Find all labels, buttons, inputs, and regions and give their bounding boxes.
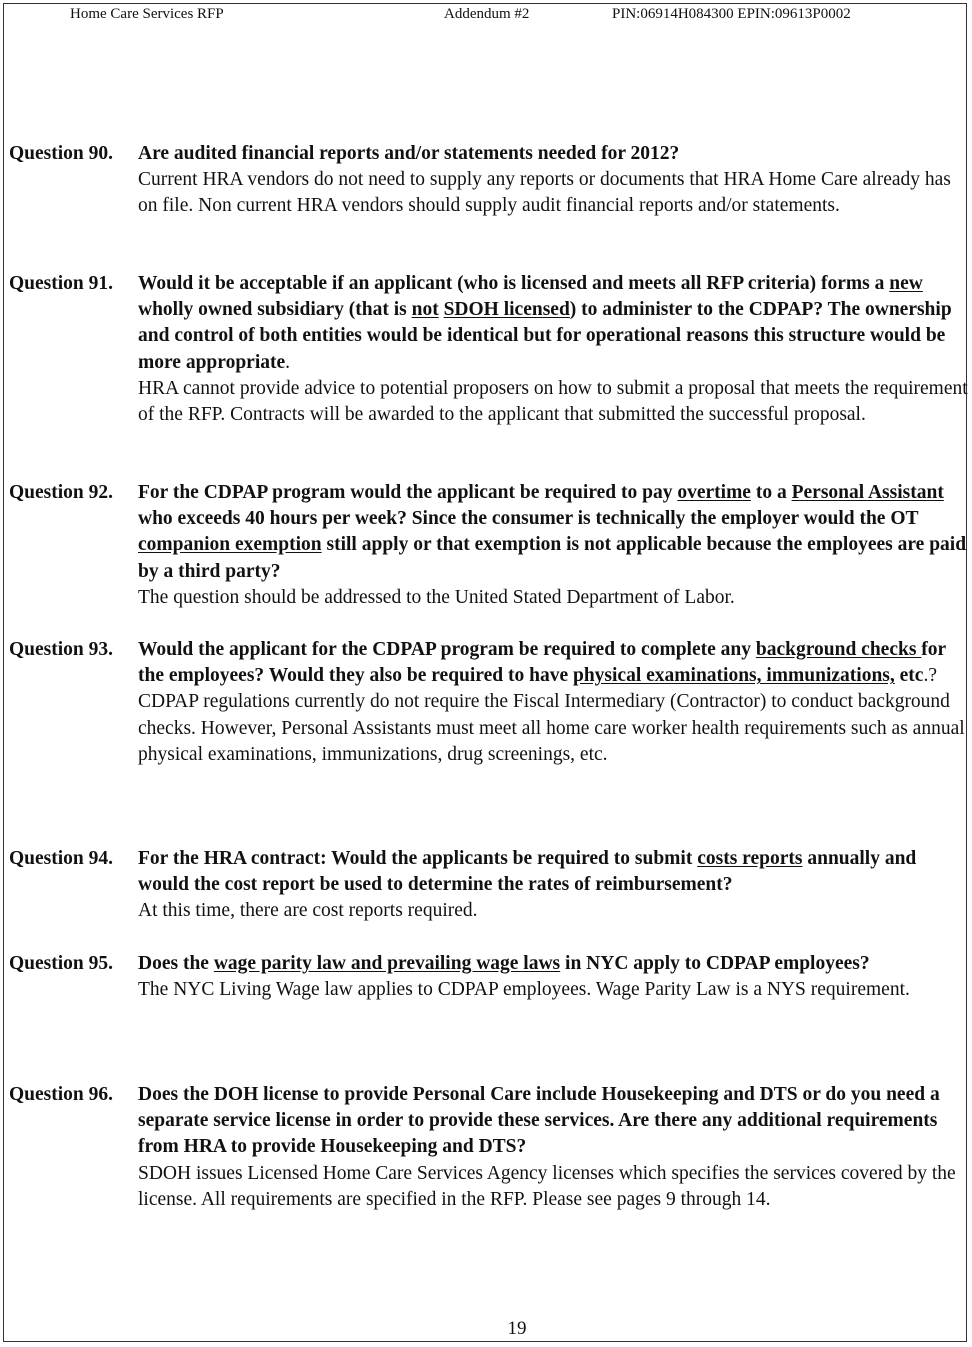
header-addendum: Addendum #2 <box>444 6 530 22</box>
underlined-term: wage parity law and prevailing wage laws <box>213 953 561 974</box>
question-95 <box>9 951 967 1003</box>
question-text: Does the DOH license to provide Personal Care include Housekeeping and DTS or do you need a separate service license in order to provide these services. Are there any additional requirements from HRA to provide Housekeeping and DTS? <box>138 1084 940 1158</box>
underlined-term: physical examinations, immunizations, <box>572 665 895 687</box>
answer-text: HRA cannot provide advice to potential proposers on how to submit a proposal that meets the requirement of the RFP. Contracts will be awarded to the applicant that submitted the successful proposal. <box>138 377 968 426</box>
header-title: Home Care Services RFP <box>70 6 224 22</box>
answer-text: SDOH issues Licensed Home Care Services Agency licenses which specifies the services covered by the license. All requirements are specified in the RFP. Please see pages 9 through 14. <box>138 1162 956 1210</box>
question-label: Question 91. <box>9 273 114 294</box>
question-93 <box>9 637 967 768</box>
question-text: Would the applicant for the CDPAP program be required to complete any background checks for the employees? Would they also be required to have physical examinations, immunizations, etc.? <box>138 639 946 687</box>
answer-text: At this time, there are cost reports required. <box>138 900 478 922</box>
underlined-term: Personal Assistant <box>791 482 944 503</box>
answer-text: The NYC Living Wage law applies to CDPAP employees. Wage Parity Law is a NYS requirement. <box>138 979 910 1001</box>
question-text: For the CDPAP program would the applicant be required to pay overtime to a Personal Assistant who exceeds 40 hours per week? Since the consumer is technically the employer would the OT companion exemption still apply or that exemption is not applicable because the employees are paid by a third party? <box>138 482 967 582</box>
underlined-term: new <box>889 273 923 294</box>
question-label: Question 93. <box>9 639 114 660</box>
question-text: Does the wage parity law and prevailing wage laws in NYC apply to CDPAP employees? <box>138 953 870 974</box>
question-label: Question 95. <box>9 953 114 974</box>
header-pin: PIN:06914H084300 EPIN:09613P0002 <box>612 6 851 22</box>
question-96 <box>9 1082 967 1213</box>
underlined-term: overtime <box>677 482 751 503</box>
underlined-term: SDOH licensed <box>443 299 570 321</box>
underlined-term: not <box>411 299 439 321</box>
underlined-term: companion exemption <box>138 534 322 556</box>
question-label: Question 92. <box>9 482 114 503</box>
question-text: Are audited financial reports and/or statements needed for 2012? <box>138 143 680 164</box>
question-text: For the HRA contract: Would the applicants be required to submit costs reports annually and would the cost report be used to determine the rates of reimbursement? <box>138 848 917 896</box>
question-91 <box>9 271 967 428</box>
answer-text: CDPAP regulations currently do not require the Fiscal Intermediary (Contractor) to conduct background checks. However, Personal Assistants must meet all home care worker health requirements such as annual physical examinations, immunizations, drug screenings, etc. <box>138 691 965 765</box>
answer-text: The question should be addressed to the United Stated Department of Labor. <box>138 586 735 608</box>
question-label: Question 90. <box>9 143 114 164</box>
underlined-term: costs reports <box>697 848 803 869</box>
question-text: Would it be acceptable if an applicant (who is licensed and meets all RFP criteria) forms a new wholly owned subsidiary (that is not SDOH licensed) to administer to the CDPAP? The ownership and control of both entities would be identical but for operational reasons this structure would be more appropriate. <box>138 273 952 373</box>
page-number: 19 <box>507 1318 527 1339</box>
question-label: Question 96. <box>9 1084 114 1105</box>
question-label: Question 94. <box>9 848 114 869</box>
question-90 <box>9 141 967 220</box>
underlined-term: background checks <box>755 639 922 660</box>
page-header <box>0 6 972 26</box>
question-94 <box>9 846 967 925</box>
question-92 <box>9 480 967 611</box>
answer-text: Current HRA vendors do not need to supply any reports or documents that HRA Home Care already has on file. Non current HRA vendors should supply audit financial reports and/or statements. <box>138 169 951 217</box>
